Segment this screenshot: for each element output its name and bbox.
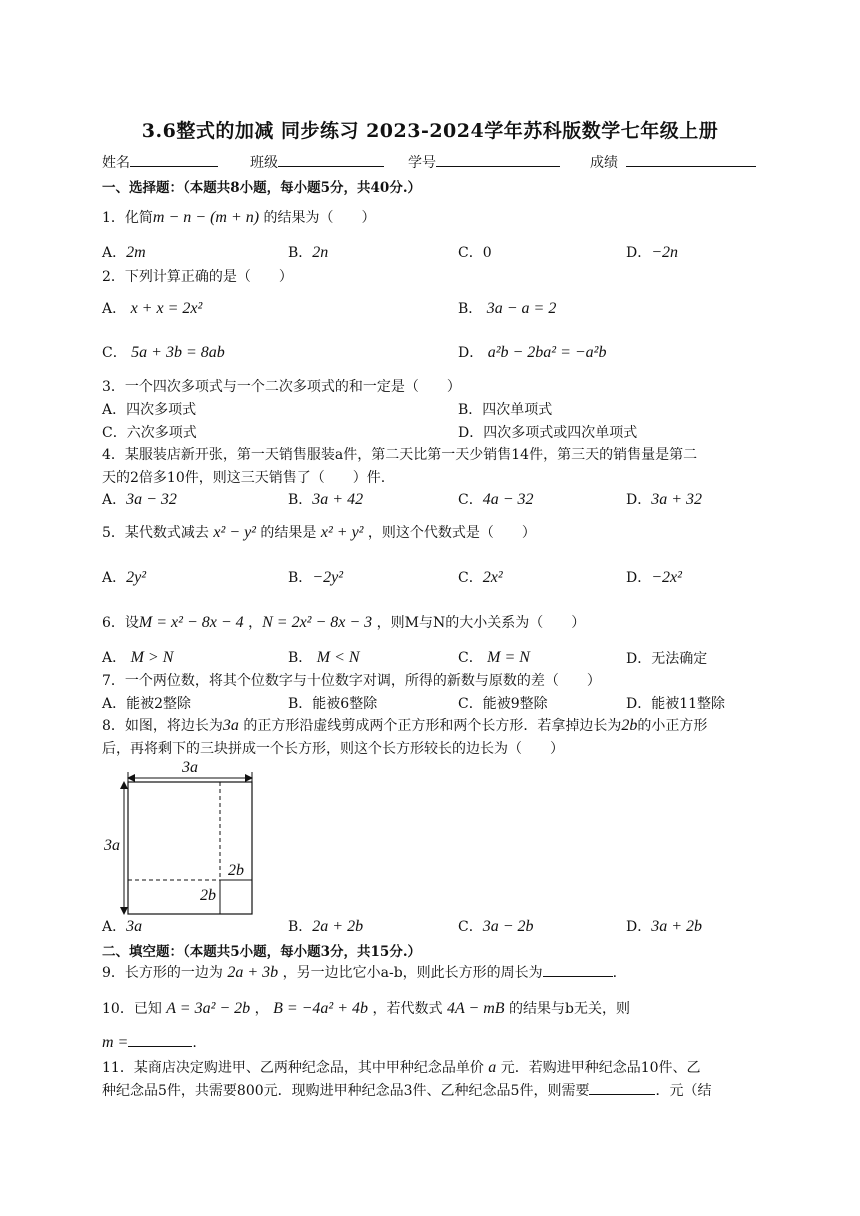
q5-stem-pre: 5．某代数式减去 (102, 525, 209, 541)
q6-stem-post: ，则M与N的大小关系为（ ） (376, 615, 586, 631)
q5-d-label: D． (626, 570, 652, 586)
score-field[interactable] (590, 152, 756, 172)
q1-option-a[interactable] (102, 242, 146, 262)
q3-option-a[interactable]: A．四次多项式 (102, 402, 197, 418)
q4-option-b[interactable] (288, 489, 363, 509)
q1-stem-post: 的结果为（ ） (263, 210, 376, 226)
q7-option-c[interactable]: C．能被9整除 (458, 696, 548, 712)
q4-b-label: B． (288, 492, 313, 508)
q5-option-c[interactable] (458, 567, 503, 587)
q8-a-label: A． (102, 919, 127, 935)
q4-option-c[interactable] (458, 489, 534, 509)
score-blank[interactable] (626, 152, 756, 167)
q11-line1-e: a (488, 1059, 497, 1076)
q11-line2-text: 种纪念品5件，共需要800元．现购进甲种纪念品3件、乙种纪念品5件，则需要 (102, 1083, 590, 1099)
q8-option-a[interactable] (102, 916, 142, 936)
q9-pre: 9．长方形的一边为 (102, 965, 223, 981)
class-field[interactable] (250, 152, 384, 172)
q5-stem (102, 522, 536, 542)
q4-c-label: C． (458, 492, 483, 508)
q5-expr1: x² − y² (213, 524, 256, 541)
q10-line2 (102, 1032, 197, 1052)
q5-option-a[interactable] (102, 567, 146, 587)
q8-c-value: 3a − 2b (482, 918, 534, 935)
q5-a-value: 2y² (126, 569, 147, 586)
q1-expr: m − n − (m + n) (152, 209, 260, 226)
q4-c-value: 4a − 32 (482, 491, 534, 508)
page-title: 3.6整式的加减 同步练习 2023-2024学年苏科版数学七年级上册 (141, 120, 719, 142)
q8-c-label: C． (458, 919, 483, 935)
q2-b-label: B． (458, 301, 483, 317)
section-choice-heading: 一、选择题：（本题共8小题，每小题5分，共40分.） (102, 180, 422, 196)
q8-stem-line1 (102, 715, 707, 735)
q4-option-d[interactable] (626, 489, 702, 509)
q9-stem (102, 962, 617, 982)
q1-d-value: −2n (651, 244, 679, 261)
q1-a-value: 2m (126, 244, 146, 261)
q2-a-value: x + x = 2x² (130, 300, 203, 317)
q8-a-value: 3a (126, 918, 143, 935)
name-label: 姓名 (102, 155, 130, 171)
q8-line1-post: 的小正方形 (637, 718, 708, 734)
q10-comma: ， (254, 1001, 269, 1017)
q2-stem: 2．下列计算正确的是（ ） (102, 269, 293, 285)
q4-d-label: D． (626, 492, 652, 508)
q1-c-label: C．0 (458, 245, 492, 261)
q7-option-b[interactable]: B．能被6整除 (288, 696, 378, 712)
section-fill-heading: 二、填空题：（本题共5小题，每小题3分，共15分.） (102, 944, 422, 960)
q8-d-value: 3a + 2b (651, 918, 703, 935)
class-blank[interactable] (278, 152, 384, 167)
fig-inner-right-label: 2b (228, 862, 244, 879)
q2-option-a[interactable] (102, 298, 202, 318)
q9-expr: 2a + 3b (227, 964, 279, 981)
q6-a-value: M > N (130, 649, 174, 666)
q4-stem-line1: 4．某服装店新开张，第一天销售服装a件，第二天比第一天少销售14件，第三天的销售量是第二 (102, 447, 698, 463)
q8-b-value: 2a + 2b (312, 918, 364, 935)
q8-line1-mid: 的正方形沿虚线剪成两个正方形和两个长方形．若拿掉边长为 (243, 718, 622, 734)
q5-stem-mid: 的结果是 (260, 525, 317, 541)
number-blank[interactable] (436, 152, 560, 167)
q4-a-label: A． (102, 492, 127, 508)
q10-answer-blank[interactable] (128, 1032, 192, 1047)
q11-line1-post: 元．若购进甲种纪念品10件、乙 (500, 1060, 701, 1076)
q2-b-value: 3a − a = 2 (486, 300, 557, 317)
q5-b-value: −2y² (312, 569, 343, 586)
q10-end: . (192, 1035, 197, 1051)
q9-post: ，另一边比它小a-b，则此长方形的周长为 (282, 965, 543, 981)
q6-expr1: M = x² − 8x − 4 (138, 614, 244, 631)
q5-stem-post: ，则这个代数式是（ ） (367, 525, 536, 541)
q11-answer-blank[interactable] (589, 1080, 655, 1095)
q5-d-value: −2x² (651, 569, 682, 586)
q1-stem (102, 207, 376, 227)
q10-e2: B = −4a² + 4b (273, 1000, 369, 1017)
q10-pre: 10．已知 (102, 1001, 162, 1017)
q10-e1: A = 3a² − 2b (166, 1000, 251, 1017)
q6-c-label: C． (458, 650, 483, 666)
q1-stem-pre: 1．化简 (102, 210, 153, 226)
q11-line2 (102, 1080, 711, 1100)
q7-option-d[interactable]: D．能被11整除 (626, 696, 726, 712)
q1-a-label: A． (102, 245, 127, 261)
q11-line1-pre: 11．某商店决定购进甲、乙两种纪念品，其中甲种纪念品单价 (102, 1060, 484, 1076)
q9-answer-blank[interactable] (543, 962, 613, 977)
q5-expr2: x² + y² (320, 524, 364, 541)
q6-b-label: B． (288, 650, 313, 666)
q3-option-d[interactable]: D．四次多项式或四次单项式 (458, 425, 638, 441)
fig-inner-bottom-label: 2b (200, 887, 216, 904)
q6-expr2: N = 2x² − 8x − 3 (262, 614, 373, 631)
q4-stem-line2: 天的2倍多10件，则这三天销售了（ ）件. (102, 470, 386, 486)
q8-stem-line2: 后，再将剩下的三块拼成一个长方形，则这个长方形较长的边长为（ ） (102, 741, 564, 757)
q6-option-c[interactable] (458, 647, 530, 667)
q6-comma: ， (248, 615, 263, 631)
q10-stem (102, 998, 630, 1018)
q5-c-label: C． (458, 570, 483, 586)
q11-line1 (102, 1057, 701, 1077)
q10-e3: 4A − mB (446, 1000, 505, 1017)
q2-c-value: 5a + 3b = 8ab (131, 344, 225, 361)
q10-post: 的结果与b无关，则 (509, 1001, 630, 1017)
number-field[interactable] (408, 152, 560, 172)
q1-option-b[interactable] (288, 242, 328, 262)
q8-line1-e1: 3a (222, 717, 239, 734)
q7-option-a[interactable]: A．能被2整除 (102, 696, 192, 712)
outer-square (128, 782, 252, 914)
q10-m-expr: m = (102, 1034, 129, 1051)
fig-top-label: 3a (182, 759, 198, 776)
q3-option-c[interactable]: C．六次多项式 (102, 425, 197, 441)
q1-option-d[interactable] (626, 242, 678, 262)
q2-option-c[interactable] (102, 342, 225, 362)
q8-line1-e2: 2b (621, 717, 638, 734)
name-field[interactable] (102, 152, 218, 172)
q3-stem: 3．一个四次多项式与一个二次多项式的和一定是（ ） (102, 379, 461, 395)
q5-c-value: 2x² (482, 569, 503, 586)
q6-a-label: A． (102, 650, 127, 666)
q6-stem-pre: 6．设 (102, 615, 139, 631)
class-label: 班级 (250, 155, 278, 171)
q2-a-label: A． (102, 301, 127, 317)
q6-b-value: M < N (316, 649, 360, 666)
number-label: 学号 (408, 155, 436, 171)
q5-a-label: A． (102, 570, 127, 586)
q6-option-d[interactable]: D．无法确定 (626, 651, 708, 667)
q1-b-label: B． (288, 245, 313, 261)
score-label: 成绩 (590, 155, 618, 171)
q10-mid: ，若代数式 (372, 1001, 443, 1017)
q1-option-c[interactable] (458, 242, 492, 262)
fig-left-label: 3a (104, 837, 120, 854)
q1-d-label: D． (626, 245, 652, 261)
q8-b-label: B． (288, 919, 313, 935)
q8-square-figure (100, 758, 260, 918)
name-blank[interactable] (130, 152, 218, 167)
q2-option-d[interactable] (458, 342, 606, 362)
q1-b-value: 2n (312, 244, 329, 261)
q2-option-b[interactable] (458, 298, 556, 318)
q11-line2-end: ．元（结 (655, 1083, 712, 1099)
q5-b-label: B． (288, 570, 313, 586)
q6-stem (102, 612, 585, 632)
q4-option-a[interactable] (102, 489, 177, 509)
q6-c-value: M = N (487, 649, 530, 666)
q4-b-value: 3a + 42 (312, 491, 364, 508)
q4-a-value: 3a − 32 (126, 491, 177, 508)
q5-option-b[interactable] (288, 567, 343, 587)
q4-d-value: 3a + 32 (651, 491, 703, 508)
q6-option-b[interactable] (288, 647, 360, 667)
q2-d-label: D． (458, 345, 484, 361)
q6-option-a[interactable] (102, 647, 173, 667)
q9-end: . (612, 965, 618, 981)
q8-option-b[interactable] (288, 916, 363, 936)
q3-option-b[interactable]: B．四次单项式 (458, 402, 553, 418)
q5-option-d[interactable] (626, 567, 682, 587)
q2-c-label: C． (102, 345, 127, 361)
q8-option-c[interactable] (458, 916, 534, 936)
q8-line1-pre: 8．如图，将边长为 (102, 718, 223, 734)
q2-d-value: a²b − 2ba² = −a²b (487, 344, 607, 361)
q8-d-label: D． (626, 919, 652, 935)
q7-stem: 7．一个两位数，将其个位数字与十位数字对调，所得的新数与原数的差（ ） (102, 673, 601, 689)
q8-option-d[interactable] (626, 916, 702, 936)
